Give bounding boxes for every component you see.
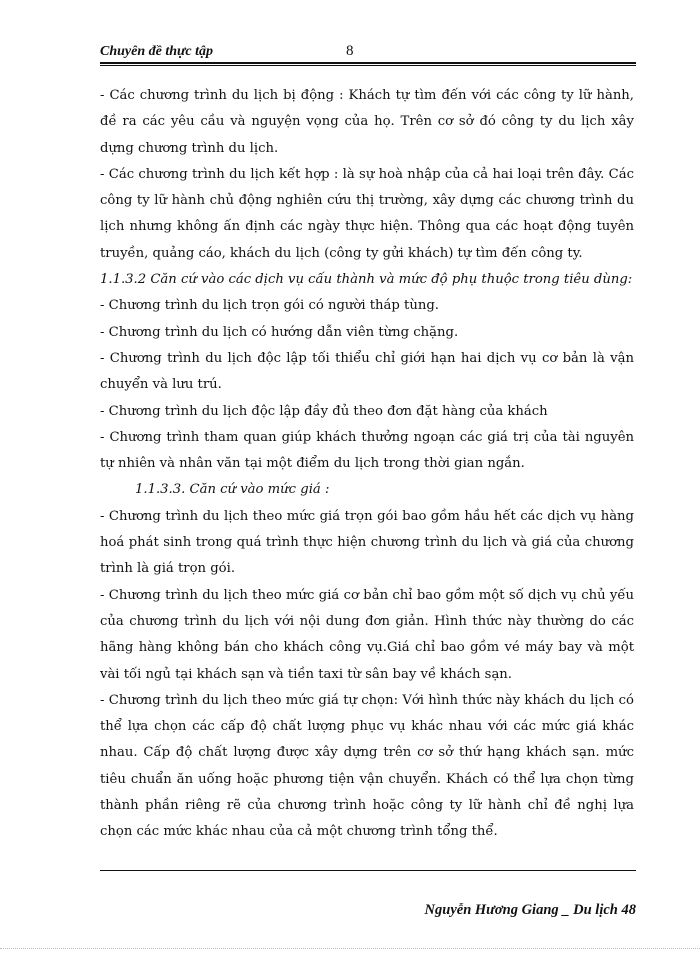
section-heading-1-1-3-3: 1.1.3.3. Căn cứ vào mức giá : [135,482,330,498]
paragraph-gia-tu-chon: - Chương trình du lịch theo mức giá tự chọn: Với hình thức này khách du lịch có thể lựa chọn các cấp độ chất lượng phục vụ khác nhau với các mức giá khác nhau. Cấp độ chất lượng được xây dựng trên cơ sở thứ hạng khách sạn. mức tiêu chuẩn ăn uống hoặc phương tiện vận chuyển. Khách có thể lựa chọn từng thành phần riêng rẽ của chương trình hoặc công ty lữ hành chỉ đề nghị lựa chọn các mức khác nhau của cả một chương trình tổng thể. [100,692,634,840]
list-item: - Chương trình tham quan giúp khách thưởng ngoạn các giá trị của tài nguyên tự nhiên và nhân văn tại một điểm du lịch trong thời gian ngắn. [100,429,634,472]
page-break-line [0,948,700,949]
header-rule-thin [100,65,636,66]
paragraph-ket-hop: - Các chương trình du lịch kết hợp : là sự hoà nhập của cả hai loại trên đây. Các công ty lữ hành chủ động nghiên cứu thị trường, xây dựng các chương trình du lịch nhưng không ấn định các ngày thực hiện. Thông qua các hoạt động tuyên truyền, quảng cáo, khách du lịch (công ty gửi khách) tự tìm đến công ty. [100,166,634,261]
document-body [100,83,634,846]
header-rule [100,62,636,64]
paragraph-bi-dong: - Các chương trình du lịch bị động : Khách tự tìm đến với các công ty lữ hành, đề ra các yêu cầu và nguyện vọng của họ. Trên cơ sở đó công ty du lịch xây dựng chương trình du lịch. [100,88,634,156]
list-item: - Chương trình du lịch trọn gói có người tháp tùng. [100,298,439,314]
header-title: Chuyên đề thực tập [100,44,214,59]
list-item: - Chương trình du lịch có hướng dẫn viên từng chặng. [100,324,459,340]
page-header [100,40,635,62]
paragraph-gia-co-ban: - Chương trình du lịch theo mức giá cơ bản chỉ bao gồm một số dịch vụ chủ yếu của chương trình du lịch với nội dung đơn giản. Hình thức này thường do các hãng hàng không bán cho khách công vụ.Giá chỉ bao gồm vé máy bay và một vài tối ngủ tại khách sạn và tiền taxi từ sân bay về khách sạn. [100,587,634,682]
footer-author: Nguyễn Hương Giang _ Du lịch 48 [424,902,636,918]
list-item: - Chương trình du lịch độc lập tối thiểu chỉ giới hạn hai dịch vụ cơ bản là vận chuyển và lưu trú. [100,350,634,393]
paragraph-gia-tron-goi: - Chương trình du lịch theo mức giá trọn gói bao gồm hầu hết các dịch vụ hàng hoá phát sinh trong quá trình thực hiện chương trình du lịch và giá của chương trình là giá trọn gói. [100,508,634,577]
footer-rule [100,870,636,871]
list-item: - Chương trình du lịch độc lập đầy đủ theo đơn đặt hàng của khách [100,403,548,419]
section-heading-1-1-3-2: 1.1.3.2 Căn cứ vào các dịch vụ cấu thành và mức độ phụ thuộc trong tiêu dùng: [100,272,633,288]
page-number: 8 [346,43,354,59]
